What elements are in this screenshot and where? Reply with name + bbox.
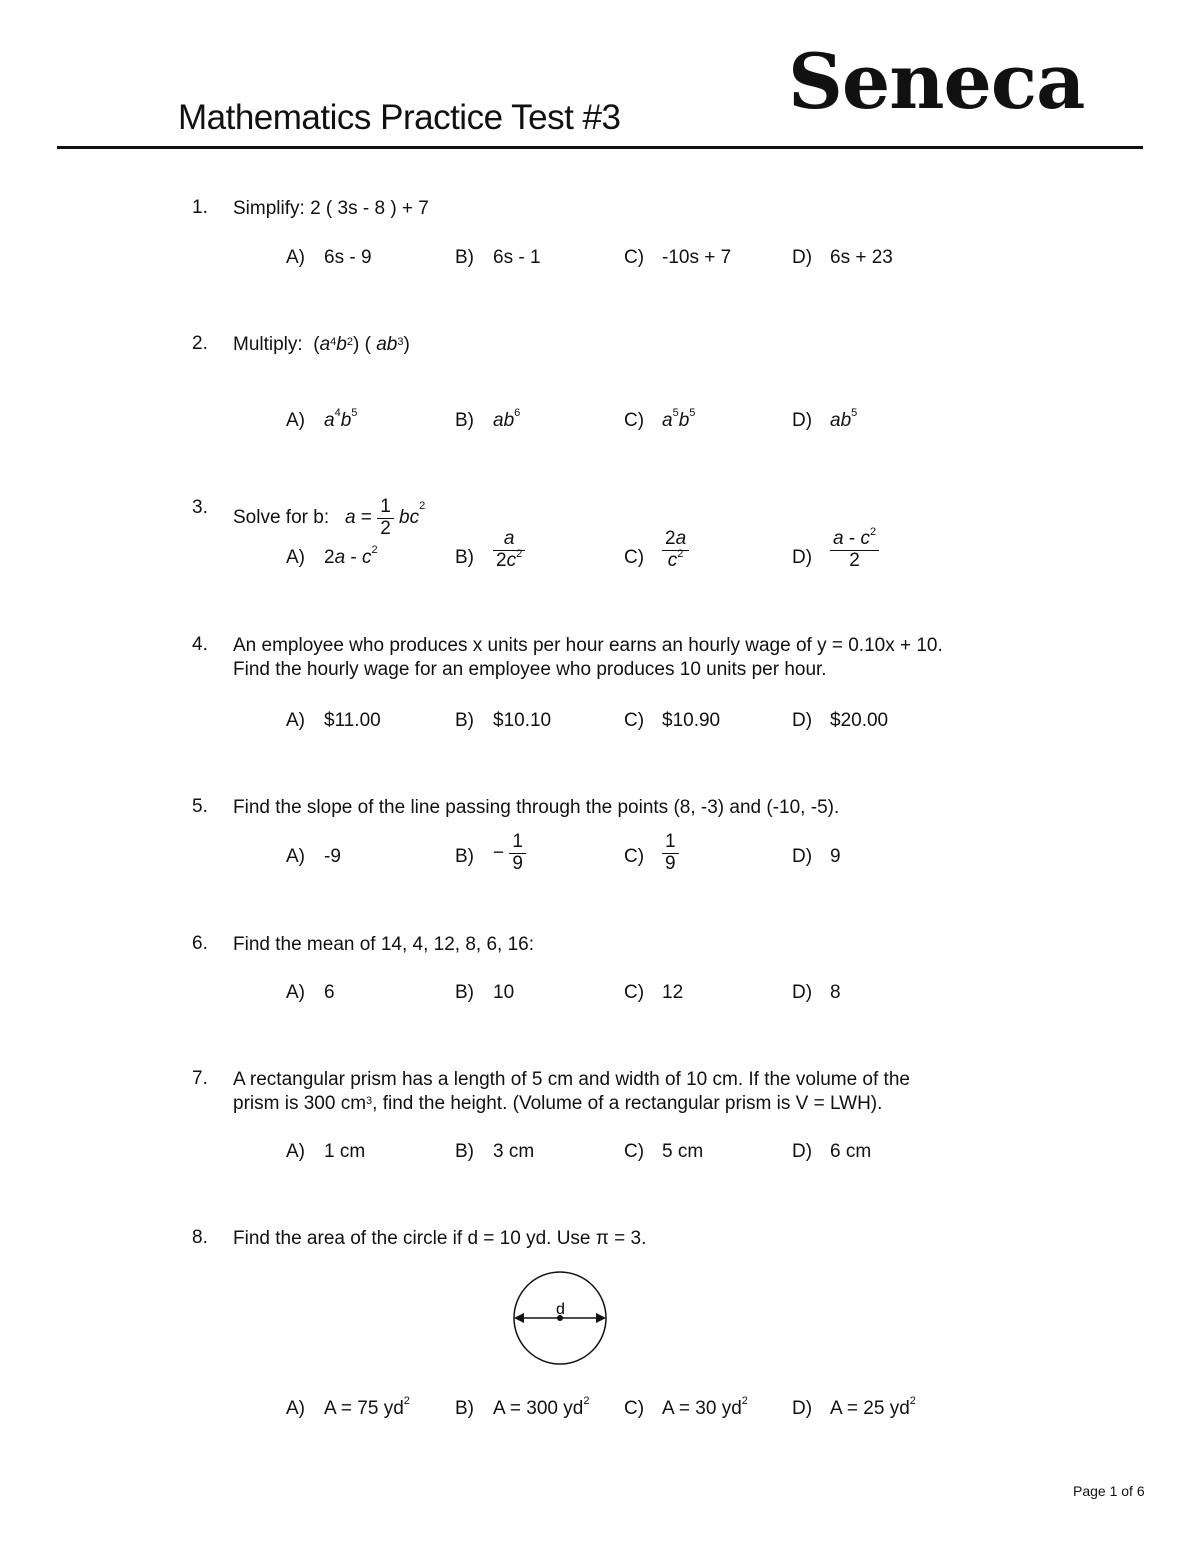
option-value: $10.90 xyxy=(662,710,721,731)
option-value: $2a - c^2$ xyxy=(324,544,378,568)
option-label: D) xyxy=(792,710,813,731)
option-label: B) xyxy=(455,710,474,731)
question-number: 5. xyxy=(192,796,208,817)
option-value: 6 xyxy=(324,982,335,1003)
option-label: A) xyxy=(286,410,305,431)
option-label: A) xyxy=(286,247,305,268)
question-stem: Solve for b: a = $\frac{1}{2}$ $bc^2$ xyxy=(233,496,426,539)
option-value: $a^5b^5$ xyxy=(662,407,696,431)
question-stem-line-2: prism is 300 $cm^3$, find the height. (Volume of a rectangular prism is V = LWH). xyxy=(233,1093,883,1114)
question-stem-line-2: Find the hourly wage for an employee who produces 10 units per hour. xyxy=(233,659,827,680)
option-value: $10.10 xyxy=(493,710,552,731)
page-title: Mathematics Practice Test #3 xyxy=(178,98,621,137)
option-label: C) xyxy=(624,1398,645,1419)
option-value: $\frac{1}{9}$ xyxy=(662,832,679,875)
option-value: 3 cm xyxy=(493,1141,535,1162)
option-value: 6s - 1 xyxy=(493,247,541,268)
option-value: 6s + 23 xyxy=(830,247,893,268)
question-number: 7. xyxy=(192,1068,208,1089)
option-value: − $\frac{1}{9}$ xyxy=(493,832,526,875)
option-value: $ab^5$ xyxy=(830,407,858,431)
option-label: B) xyxy=(455,982,474,1003)
question-stem: Find the area of the circle if d = 10 yd. Use π = 3. xyxy=(233,1228,647,1249)
option-value: $11.00 xyxy=(324,710,381,731)
header-divider xyxy=(57,146,1143,149)
option-value: $\frac{a - c^2}{2}$ xyxy=(830,529,879,572)
option-label: C) xyxy=(624,1141,645,1162)
option-value: A = 75 $yd^2$ xyxy=(324,1395,410,1419)
option-value: 6 cm xyxy=(830,1141,872,1162)
option-value: 5 cm xyxy=(662,1141,704,1162)
option-label: B) xyxy=(455,547,474,568)
option-label: C) xyxy=(624,410,645,431)
option-value: -9 xyxy=(324,846,341,867)
option-label: A) xyxy=(286,846,305,867)
option-label: B) xyxy=(455,846,474,867)
option-label: C) xyxy=(624,247,645,268)
option-value: $\frac{a}{2c^2}$ xyxy=(493,529,525,572)
option-value: A = 300 $yd^2$ xyxy=(493,1395,590,1419)
question-number: 3. xyxy=(192,497,208,518)
option-value: $a^4b^5$ xyxy=(324,407,358,431)
question-number: 1. xyxy=(192,197,208,218)
page-number: Page 1 of 6 xyxy=(1073,1483,1145,1499)
option-value: $20.00 xyxy=(830,710,889,731)
option-value: $ab^6$ xyxy=(493,407,521,431)
option-label: C) xyxy=(624,710,645,731)
question-stem: Find the mean of 14, 4, 12, 8, 6, 16: xyxy=(233,934,535,955)
circle-diagram xyxy=(505,1268,615,1372)
brand-logo: Seneca xyxy=(788,37,1085,126)
option-label: A) xyxy=(286,1398,305,1419)
option-label: C) xyxy=(624,846,645,867)
diameter-label: d xyxy=(556,1301,565,1318)
option-label: B) xyxy=(455,1141,474,1162)
option-label: C) xyxy=(624,982,645,1003)
option-value: $\frac{2a}{c^2}$ xyxy=(662,529,689,572)
question-stem: A rectangular prism has a length of 5 cm and width of 10 cm. If the volume of the xyxy=(233,1069,910,1090)
option-label: D) xyxy=(792,247,813,268)
question-stem: An employee who produces x units per hour earns an hourly wage of y = 0.10x + 10. xyxy=(233,635,943,656)
question-number: 8. xyxy=(192,1227,208,1248)
option-label: A) xyxy=(286,982,305,1003)
option-value: A = 30 $yd^2$ xyxy=(662,1395,748,1419)
option-label: B) xyxy=(455,247,474,268)
question-stem: Simplify: 2 ( 3s - 8 ) + 7 xyxy=(233,198,429,219)
option-label: D) xyxy=(792,1141,813,1162)
option-label: D) xyxy=(792,846,813,867)
option-value: 10 xyxy=(493,982,515,1003)
option-label: A) xyxy=(286,1141,305,1162)
arrowhead-right xyxy=(596,1313,606,1323)
option-value: 9 xyxy=(830,846,841,867)
option-label: B) xyxy=(455,410,474,431)
option-label: A) xyxy=(286,547,305,568)
option-label: D) xyxy=(792,1398,813,1419)
question-stem: Find the slope of the line passing through the points (8, -3) and (-10, -5). xyxy=(233,797,840,818)
question-number: 2. xyxy=(192,333,208,354)
question-number: 4. xyxy=(192,634,208,655)
question-stem: Multiply: $(a^4b^2)$ ( $ab^3$) xyxy=(233,334,410,355)
question-number: 6. xyxy=(192,933,208,954)
option-label: C) xyxy=(624,547,645,568)
option-value: 8 xyxy=(830,982,841,1003)
option-label: D) xyxy=(792,547,813,568)
option-value: 12 xyxy=(662,982,684,1003)
option-label: A) xyxy=(286,710,305,731)
option-value: A = 25 $yd^2$ xyxy=(830,1395,916,1419)
option-value: 1 cm xyxy=(324,1141,366,1162)
option-label: B) xyxy=(455,1398,474,1419)
option-value: 6s - 9 xyxy=(324,247,372,268)
option-label: D) xyxy=(792,982,813,1003)
option-value: -10s + 7 xyxy=(662,247,732,268)
option-label: D) xyxy=(792,410,813,431)
arrowhead-left xyxy=(514,1313,524,1323)
